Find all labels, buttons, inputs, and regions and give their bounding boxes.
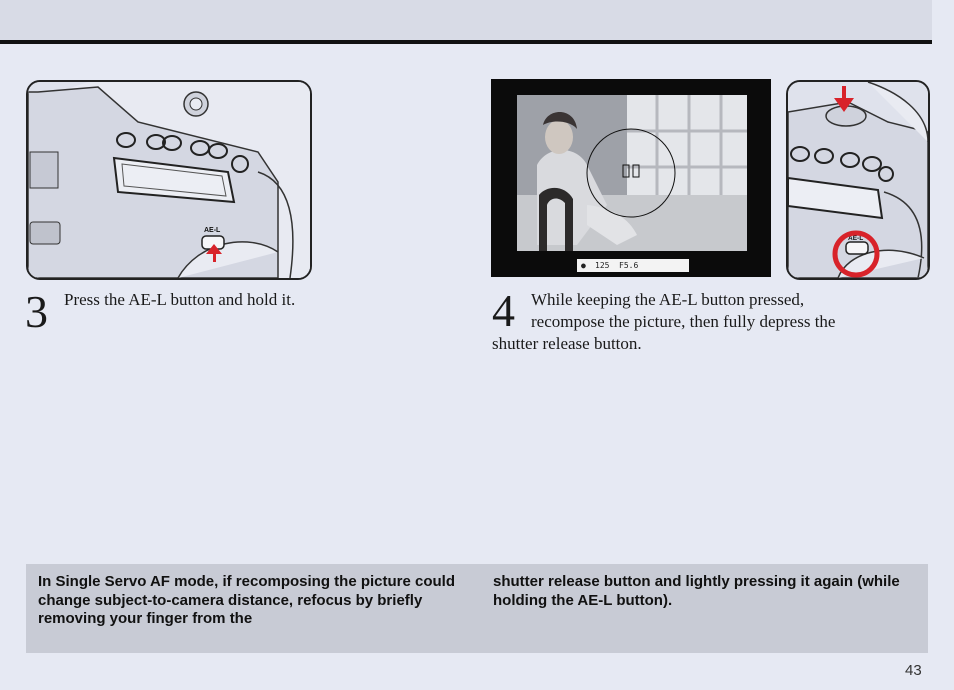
camera-shutter-drawing [788, 82, 928, 278]
step-4-text-block [531, 289, 901, 333]
viewfinder-scene [517, 95, 747, 251]
step-4-line-2: recompose the picture, then fully depress the [531, 312, 836, 331]
step-4-number: 4 [492, 285, 515, 336]
ael-button-label: AE-L [204, 227, 221, 234]
step-3-number: 3 [25, 286, 48, 337]
shutter-speed-readout: 125 [595, 261, 610, 270]
page-number: 43 [905, 662, 922, 679]
camera-top-drawing [28, 82, 310, 278]
note-box [26, 564, 928, 653]
viewfinder-display [491, 79, 771, 277]
step-4-line-3: shutter release button. [492, 334, 642, 353]
note-left-column: In Single Servo AF mode, if recomposing the picture could change subject-to-camera distance, refocus by briefly removing your finger from the [38, 573, 455, 627]
viewfinder-status-bar [577, 259, 689, 272]
camera-shutter-illustration [786, 80, 930, 280]
header-band [0, 0, 932, 40]
ael-button-label-right: AE-L [848, 235, 864, 242]
step-4-line-1: While keeping the AE-L button pressed, [531, 290, 805, 309]
focus-confirm-icon: ● [581, 261, 586, 270]
note-right-column: shutter release button and lightly pressing it again (while holding the AE-L button). [493, 573, 900, 609]
step-3-text: Press the AE-L button and hold it. [64, 290, 296, 309]
aperture-readout: F5.6 [619, 261, 639, 270]
camera-ael-illustration [26, 80, 312, 280]
header-rule [0, 40, 932, 44]
